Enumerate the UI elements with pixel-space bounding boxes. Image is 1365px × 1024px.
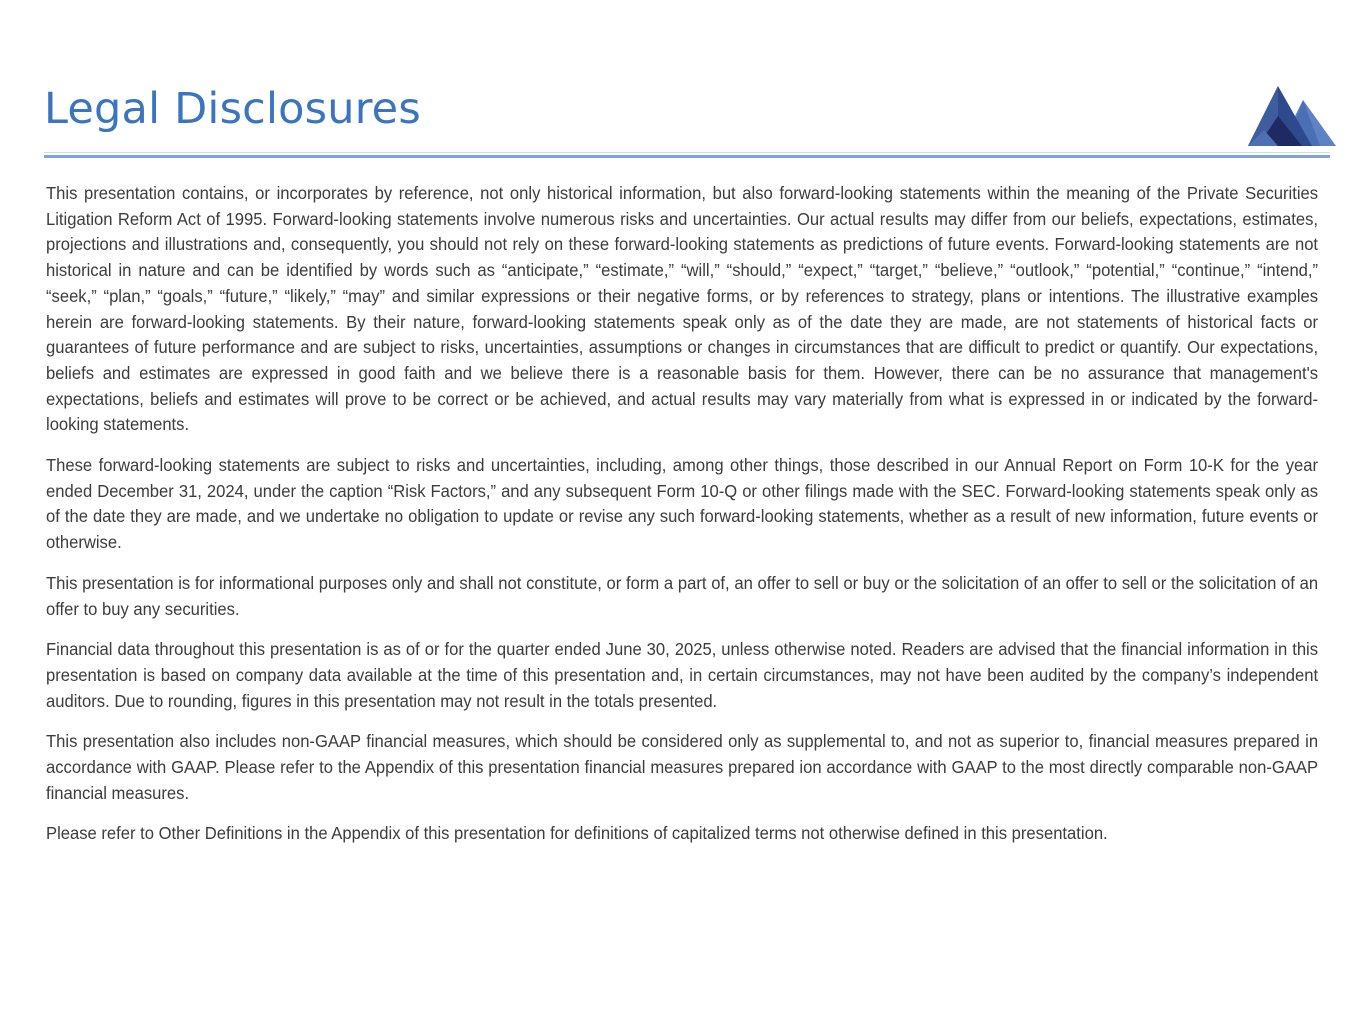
paragraph-forward-looking-statements: This presentation contains, or incorporates by reference, not only historical information, but also forward-looking statements within the meaning of the Private Securities Litigation Reform Act of 1995. Forward-looking statements involve numerous risks and uncertainties. Our actual results may differ from our beliefs, expectations, estimates, projections and illustrations and, consequently, you should not rely on these forward-looking statements as predictions of future events. Forward-looking statements are not historical in nature and can be identified by words such as “anticipate,” “estimate,” “will,” “should,” “expect,” “target,” “believe,” “outlook,” “potential,” “continue,” “intend,” “seek,” “plan,” “goals,” “future,” “likely,” “may” and similar expressions or their negative forms, or by references to strategy, plans or intentions. The illustrative examples herein are forward-looking statements. By their nature, forward-looking statements speak only as of the date they are made, are not statements of historical facts or guarantees of future performance and are subject to risks, uncertainties, assumptions or changes in circumstances that are difficult to predict or quantify. Our expectations, beliefs and estimates are expressed in good faith and we believe there is a reasonable basis for them. However, there can be no assurance that management's expectations, beliefs and estimates will prove to be correct or be achieved, and actual results may vary materially from what is expressed in or indicated by the forward-looking statements. [46,183,1319,435]
page-title: Legal Disclosures [44,84,421,134]
paragraph-financial-data-basis: Financial data throughout this presentation is as of or for the quarter ended June 30, 2025, unless otherwise noted. Readers are advised that the financial information in this presentation is based on company data available at the time of this presentation and, in certain circumstances, may not have been audited by the company’s independent auditors. Due to rounding, figures in this presentation may not result in the totals presented. [46,639,1319,711]
paragraph-informational-purposes: This presentation is for informational purposes only and shall not constitute, or form a part of, an offer to sell or buy or the solicitation of an offer to sell or the solicitation of an offer to buy any securities. [46,572,1319,619]
paragraph-other-definitions: Please refer to Other Definitions in the Appendix of this presentation for definitions of capitalized terms not otherwise defined in this presentation. [46,823,1108,844]
paragraph-risk-factors-reference: These forward-looking statements are subject to risks and uncertainties, including, among other things, those described in our Annual Report on Form 10-K for the year ended December 31, 2024, under the caption “Risk Factors,” and any subsequent Form 10-Q or other filings made with the SEC. Forward-looking statements speak only as of the date they are made, and we undertake no obligation to update or revise any such forward-looking statements, whether as a result of new information, future events or otherwise. [46,455,1319,553]
disclosures-body [46,181,1318,847]
title-divider [44,155,1330,158]
slide-header [0,0,1365,170]
title-divider-highlight [44,152,1330,153]
mountain-logo [1240,84,1336,150]
paragraph-non-gaap-measures: This presentation also includes non-GAAP financial measures, which should be considered only as supplemental to, and not as superior to, financial measures prepared in accordance with GAAP. Please refer to the Appendix of this presentation financial measures prepared ion accordance with GAAP to the most directly comparable non-GAAP financial measures. [46,731,1319,803]
